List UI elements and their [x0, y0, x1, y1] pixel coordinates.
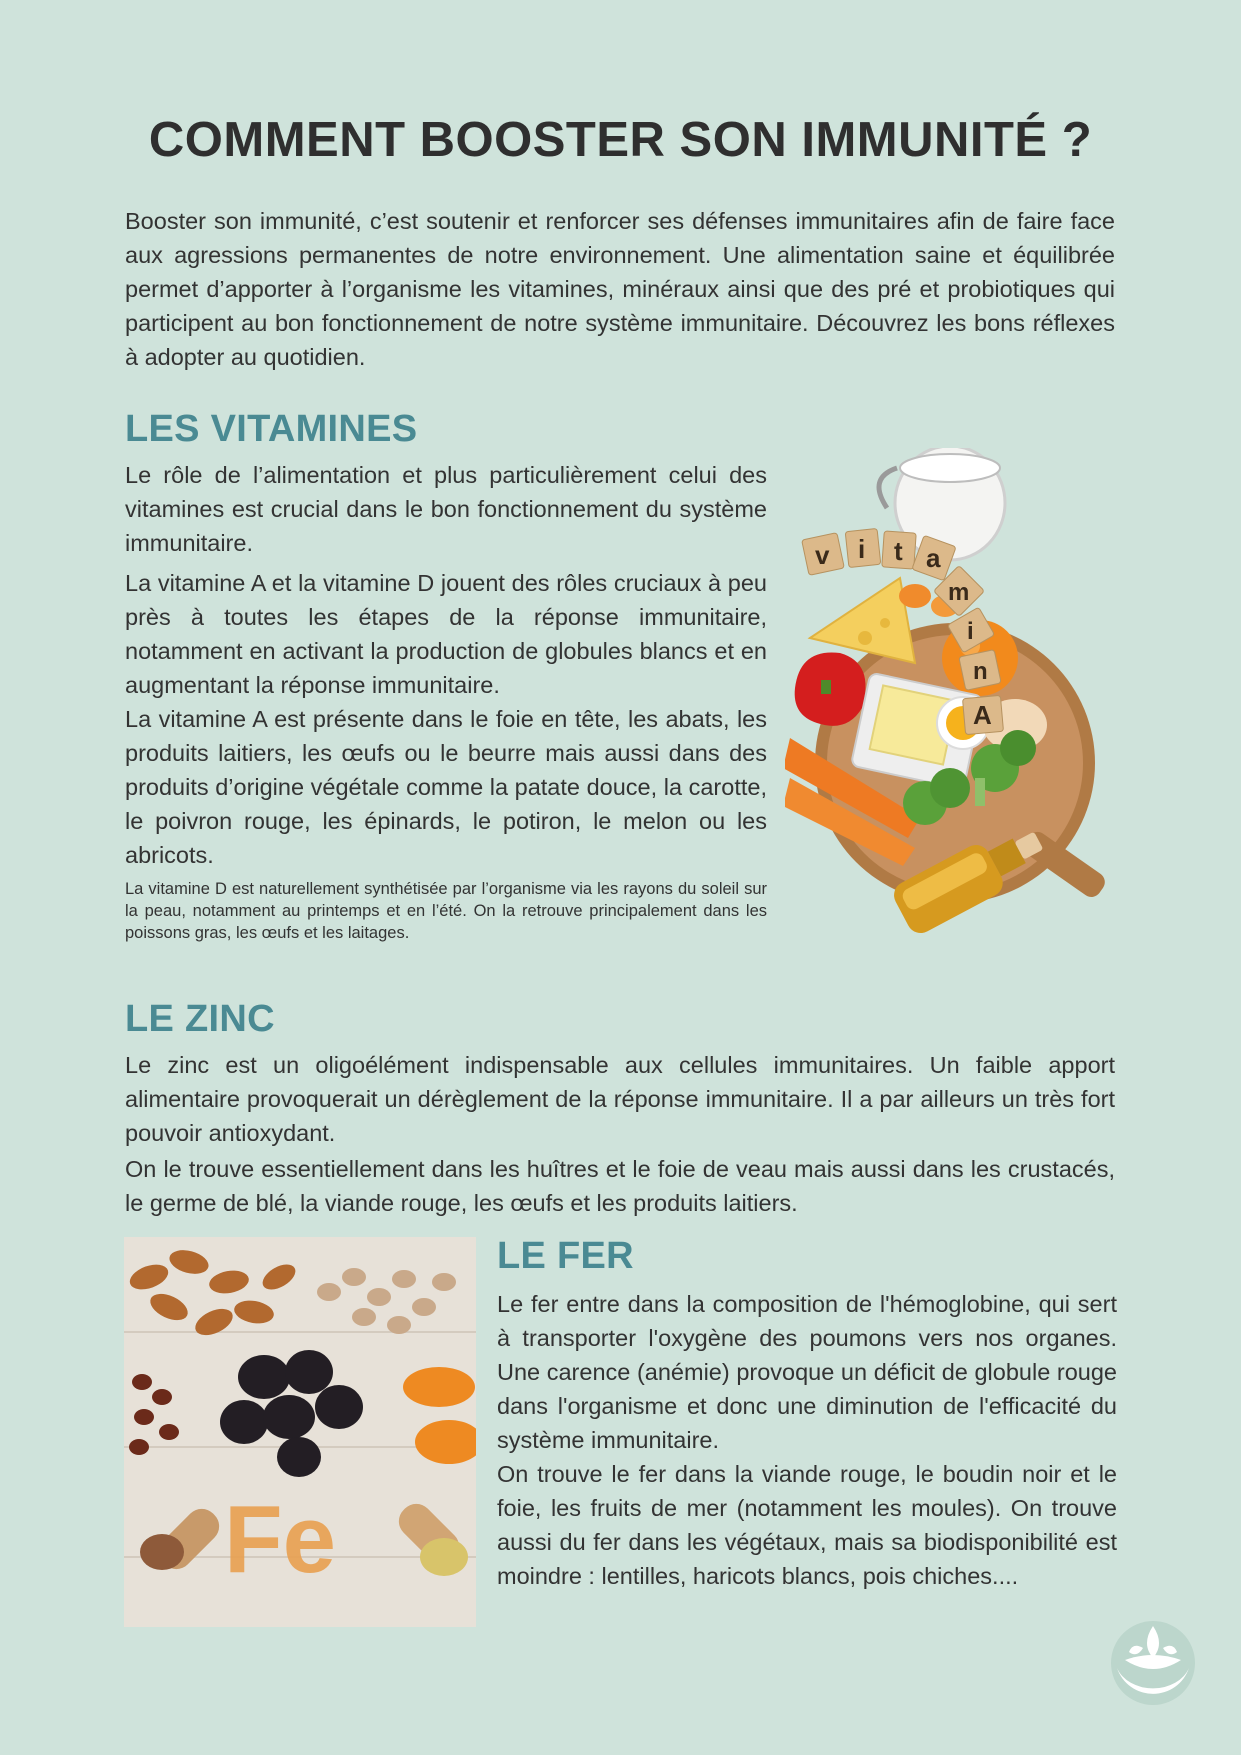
brand-logo: [1105, 1608, 1205, 1708]
tile-letter: i: [858, 534, 866, 564]
zinc-paragraph-2: On le trouve essentiellement dans les huîtres et le foie de veau mais aussi dans les crustacés, le germe de blé, la viande rouge, les œufs et les produits laitiers.: [125, 1156, 1115, 1216]
iron-food-image: [124, 1237, 476, 1627]
leaf-drop-logo-icon: [1105, 1608, 1205, 1708]
tile-letter: n: [973, 658, 988, 685]
vitamin-a-food-image: [785, 448, 1105, 948]
fer-paragraph-1: Le fer entre dans la composition de l'hémoglobine, qui sert à transporter l'oxygène des poumons vers nos organes. Une carence (anémie) provoque un déficit de globule rouge dans l'organisme et donc une diminution de l'efficacité du système immunitaire.: [497, 1291, 1117, 1453]
fer-heading: LE FER: [497, 1235, 634, 1277]
vitamines-paragraph-2: La vitamine A et la vitamine D jouent des rôles cruciaux à peu près à toutes les étapes de la réponse immunitaire, notamment en activant la production de globules blancs et en augmentant la réponse immunitaire.: [125, 570, 767, 698]
vitamines-paragraph-4: La vitamine D est naturellement synthétisée par l’organisme via les rayons du soleil sur la peau, notamment au printemps et en l’été. On la retrouve principalement dans les poissons gras, les œufs et les laitages.: [125, 880, 767, 942]
tile-letter: t: [894, 536, 903, 566]
vitamines-paragraph-3: La vitamine A est présente dans le foie en tête, les abats, les produits laitiers, les œufs ou le beurre mais aussi dans des produits d’origine végétale comme la patate douce, la carotte, le poivron rouge, les épinards, le potiron, le melon ou les abricots.: [125, 706, 767, 868]
intro-paragraph: Booster son immunité, c’est soutenir et renforcer ses défenses immunitaires afin de faire face aux agressions permanentes de notre environnement. Une alimentation saine et équilibrée permet d’apporter à l’organisme les vitamines, minéraux ainsi que des pré et probiotiques qui participent au bon fonctionnement de notre système immunitaire. Découvrez les bons réflexes à adopter au quotidien.: [125, 208, 1115, 370]
vitamines-paragraph-1: Le rôle de l’alimentation et plus particulièrement celui des vitamines est crucial dans le bon fonctionnement du système immunitaire.: [125, 462, 767, 556]
tile-letter: A: [973, 700, 992, 730]
zinc-paragraph-1: Le zinc est un oligoélément indispensable aux cellules immunitaires. Un faible apport alimentaire provoquerait un dérèglement de la réponse immunitaire. Il a par ailleurs un très fort pouvoir antioxydant.: [125, 1052, 1115, 1146]
fer-paragraph-2: On trouve le fer dans la viande rouge, le boudin noir et le foie, les fruits de mer (notamment les moules). On trouve aussi du fer dans les végétaux, mais sa biodisponibilité est moindre : lentilles, haricots blancs, pois chiches....: [497, 1461, 1117, 1589]
zinc-heading: LE ZINC: [125, 998, 275, 1040]
page-title: COMMENT BOOSTER SON IMMUNITÉ ?: [148, 113, 1093, 167]
tile-letter: m: [948, 579, 970, 606]
vitamines-heading: LES VITAMINES: [125, 408, 418, 450]
tile-letter: a: [926, 543, 941, 573]
vitamin-a-food-illustration: [785, 448, 1105, 948]
tile-letter: v: [815, 540, 830, 570]
fe-letters: Fe: [224, 1486, 337, 1593]
iron-food-illustration: [124, 1237, 476, 1627]
tile-letter: i: [967, 618, 974, 645]
